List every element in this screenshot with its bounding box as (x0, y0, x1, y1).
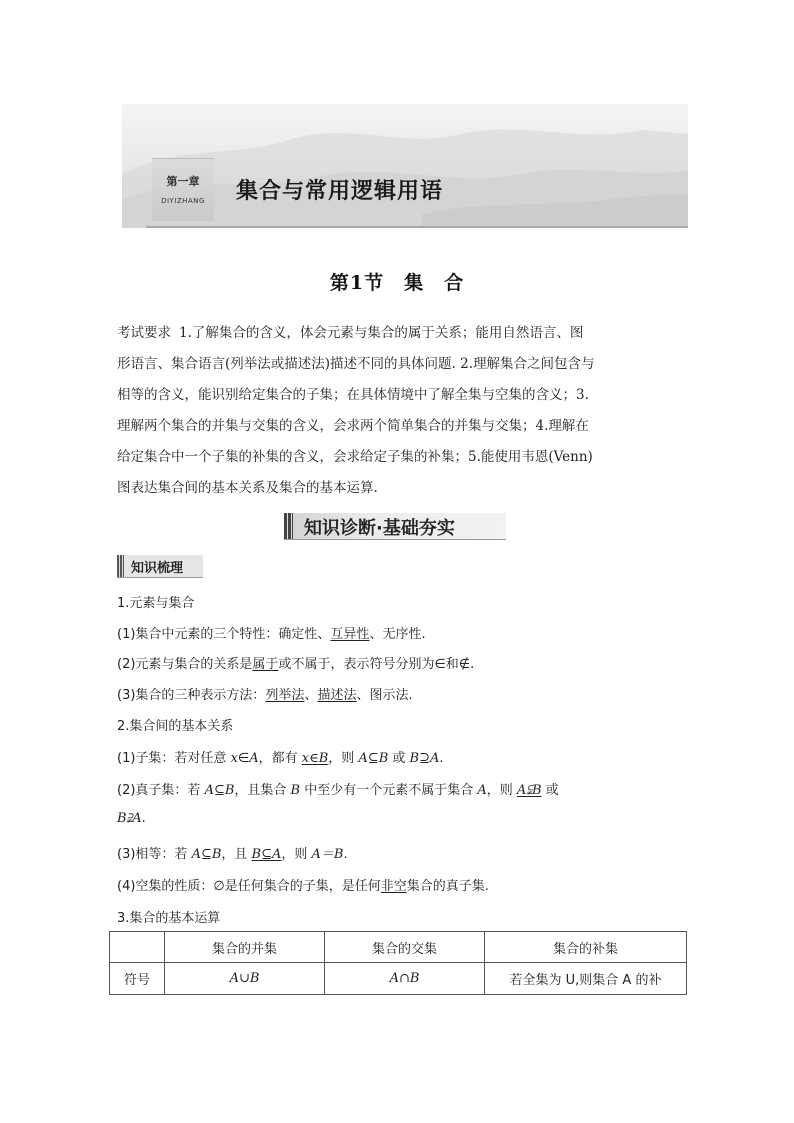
requirement-line: 理解两个集合的并集与交集的含义，会求两个简单集合的并集与交集；4.理解在 (117, 418, 589, 434)
exam-requirements (117, 318, 681, 504)
subsection-heading: 知识梳理 (131, 561, 184, 576)
table-header-row (110, 932, 687, 963)
band-marker-icon (117, 555, 124, 577)
chapter-number: 第一章 (166, 175, 200, 188)
chapter-title: 集合与常用逻辑用语 (236, 179, 444, 204)
requirement-line: 考试要求 1.了解集合的含义，体会元素与集合的属于关系；能用自然语言、图 (117, 325, 584, 341)
chapter-tag (152, 158, 214, 221)
paragraph-proper-subset-cont: B⫌A. (117, 811, 146, 826)
fill-blank: 列举法 (265, 688, 305, 703)
chapter-pinyin: DIYIZHANG (161, 197, 205, 205)
requirement-line: 给定集合中一个子集的补集的含义，会求给定子集的补集；5.能使用韦恩(Venn) (117, 449, 593, 465)
table-row (110, 963, 687, 995)
table-cell: 若全集为 U,则集合 A 的补 (485, 963, 687, 995)
fill-blank: 属于 (252, 657, 279, 672)
section-title: 第1节 集 合 (329, 272, 465, 294)
table-header-cell: 集合的并集 (165, 932, 325, 963)
requirement-line: 形语言、集合语言(列举法或描述法)描述不同的具体问题. 2.理解集合之间包含与 (117, 356, 595, 372)
heading-set-operations: 3.集合的基本运算 (117, 911, 221, 926)
paragraph-representation: (3)集合的三种表示方法：列举法、描述法、图示法. (117, 688, 413, 703)
table-cell: A∪B (165, 963, 325, 995)
paragraph-element-properties: (1)集合中元素的三个特性：确定性、互异性、无序性. (117, 627, 426, 642)
fill-blank: 互异性 (330, 627, 370, 642)
requirement-label: 考试要求 (117, 325, 171, 341)
subsection-heading-band (117, 555, 203, 578)
table-header-cell: 集合的交集 (325, 932, 485, 963)
fill-blank: A⫋B (516, 783, 542, 798)
section-heading-band (284, 513, 506, 540)
table-cell: A∩B (325, 963, 485, 995)
fill-blank: B⊆A (251, 847, 282, 862)
paragraph-membership: (2)元素与集合的关系是属于或不属于，表示符号分别为∈和∉. (117, 657, 475, 672)
band-marker-icon (284, 513, 293, 539)
set-operations-table (109, 931, 687, 995)
paragraph-empty-set: (4)空集的性质：∅是任何集合的子集，是任何非空集合的真子集. (117, 879, 489, 894)
requirement-line: 图表达集合间的基本关系及集合的基本运算. (117, 480, 378, 496)
fill-blank: 描述法 (317, 688, 357, 703)
paragraph-proper-subset: (2)真子集：若 A⊆B，且集合 B 中至少有一个元素不属于集合 A，则 A⫋B 或 (117, 783, 559, 798)
heading-set-relations: 2.集合间的基本关系 (117, 719, 234, 734)
banner-divider (146, 226, 688, 228)
table-cell: 符号 (110, 963, 165, 995)
heading-elements-and-sets: 1.元素与集合 (117, 596, 195, 611)
table-header-cell (110, 932, 165, 963)
fill-blank: x∈B (301, 751, 329, 766)
paragraph-subset: (1)子集：若对任意 x∈A，都有 x∈B，则 A⊆B 或 B⊇A. (117, 751, 444, 766)
requirement-line: 相等的含义，能识别给定集合的子集；在具体情境中了解全集与空集的含义；3. (117, 387, 589, 403)
section-heading: 知识诊断·基础夯实 (304, 518, 455, 539)
paragraph-equality: (3)相等：若 A⊆B，且 B⊆A，则 A＝B. (117, 847, 348, 862)
table-header-cell: 集合的补集 (485, 932, 687, 963)
fill-blank: 非空 (380, 879, 407, 894)
